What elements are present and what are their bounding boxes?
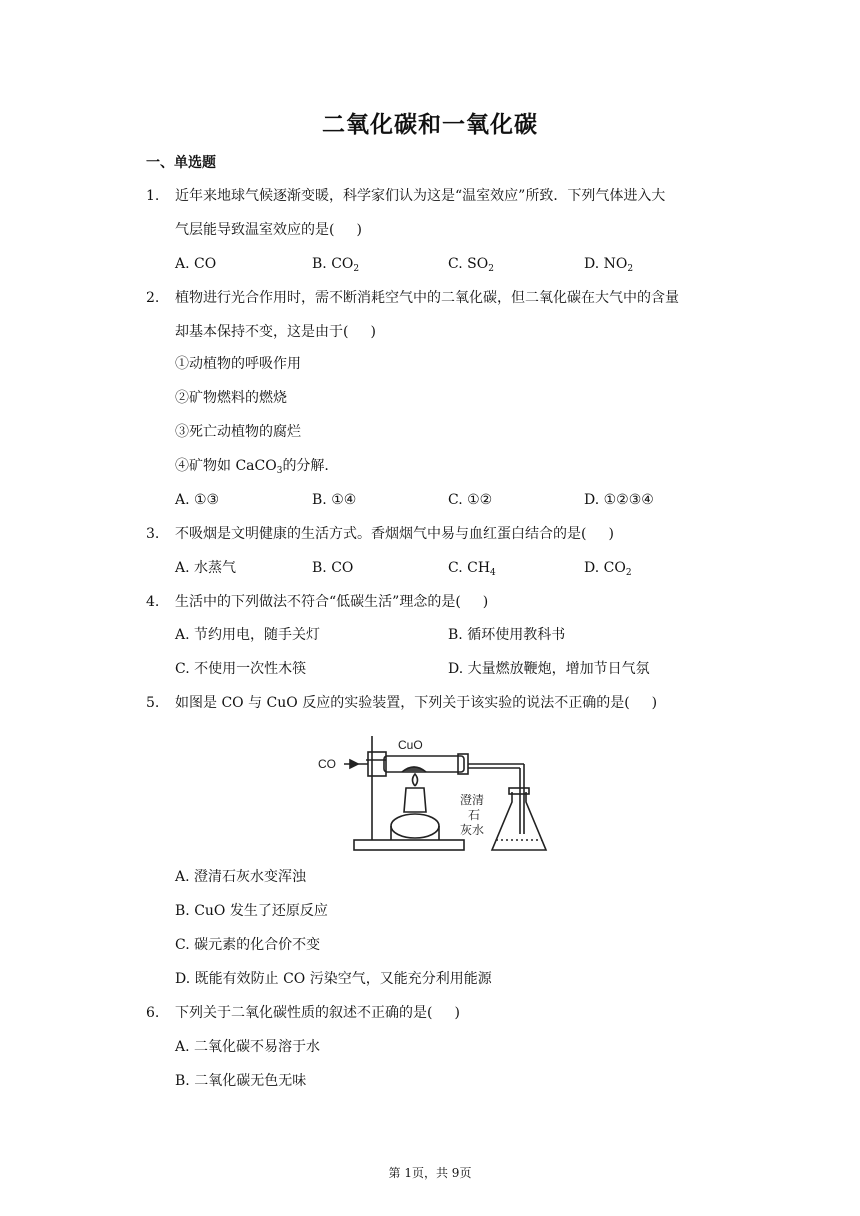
label-limewater: 灰水 [460,823,485,837]
question-stem: 植物进行光合作用时，需不断消耗空气中的二氧化碳，但二氧化碳在大气中的含量 [175,290,679,306]
question-stem: 气层能导致温室效应的是( ) [175,222,362,238]
question-number: 4. [146,594,160,610]
question-number: 2. [146,290,160,306]
option-a: A. 二氧化碳不易溶于水 [175,1039,321,1055]
list-item: ①动植物的呼吸作用 [175,356,301,372]
option-d: D. $NO_2$ [584,256,634,274]
question-stem: 不吸烟是文明健康的生活方式。香烟烟气中易与血红蛋白结合的是( ) [175,526,614,542]
option-c: C. ①② [448,492,493,508]
question-number: 1. [146,188,160,204]
label-cuo: CuO [398,738,423,752]
option-b: B. 循环使用教科书 [448,627,566,643]
question-stem: 如图是 CO 与 CuO 反应的实验装置，下列关于该实验的说法不正确的是( ) [175,695,658,711]
question-stem: 下列关于二氧化碳性质的叙述不正确的是( ) [175,1005,460,1021]
question-stem: 近年来地球气候逐渐变暖，科学家们认为这是“温室效应”所致．下列气体进入大 [175,188,666,204]
option-b: B. CuO 发生了还原反应 [175,903,328,919]
option-a: A. 节约用电，随手关灯 [175,627,321,643]
option-b: B. 二氧化碳无色无味 [175,1073,307,1089]
option-b: B. $CO_2$ [312,256,360,274]
page-title: 二氧化碳和一氧化碳 [322,111,538,138]
option-a: A. ①③ [175,492,220,508]
option-c: C. $SO_2$ [448,256,494,274]
option-c: C. 不使用一次性木筷 [175,661,307,677]
option-a: A. CO [175,256,217,272]
page-footer: 第 1页，共 9页 [388,1166,472,1180]
option-b: B. ①④ [312,492,357,508]
option-a: A. 澄清石灰水变浑浊 [175,869,307,885]
option-d: D. ①②③④ [584,492,654,508]
question-number: 3. [146,526,160,542]
list-item: ③死亡动植物的腐烂 [175,424,301,440]
option-a: A. 水蒸气 [175,560,237,576]
label-co: CO [318,757,336,771]
list-item: ②矿物燃料的燃烧 [175,390,287,406]
label-limewater: 石 [468,808,481,822]
option-b: B. CO [312,560,354,576]
option-d: D. 大量燃放鞭炮，增加节日气氛 [448,661,650,677]
option-d: D. $CO_2$ [584,560,632,578]
question-stem: 生活中的下列做法不符合“低碳生活”理念的是( ) [175,594,489,610]
erlenmeyer-flask [492,792,546,850]
section-heading: 一、单选题 [146,155,216,171]
option-c: C. 碳元素的化合价不变 [175,937,321,953]
question-number: 6. [146,1005,160,1021]
experiment-apparatus-figure [314,722,554,858]
question-stem: 却基本保持不变，这是由于( ) [175,324,376,340]
option-d: D. 既能有效防止 CO 污染空气，又能充分利用能源 [175,971,492,987]
question-number: 5. [146,695,160,711]
list-item: ④矿物如 CaCO$_3$的分解. [175,458,329,476]
option-c: C. $CH_4$ [448,560,496,578]
stand-base [354,840,464,850]
label-limewater: 澄清 [460,793,485,807]
